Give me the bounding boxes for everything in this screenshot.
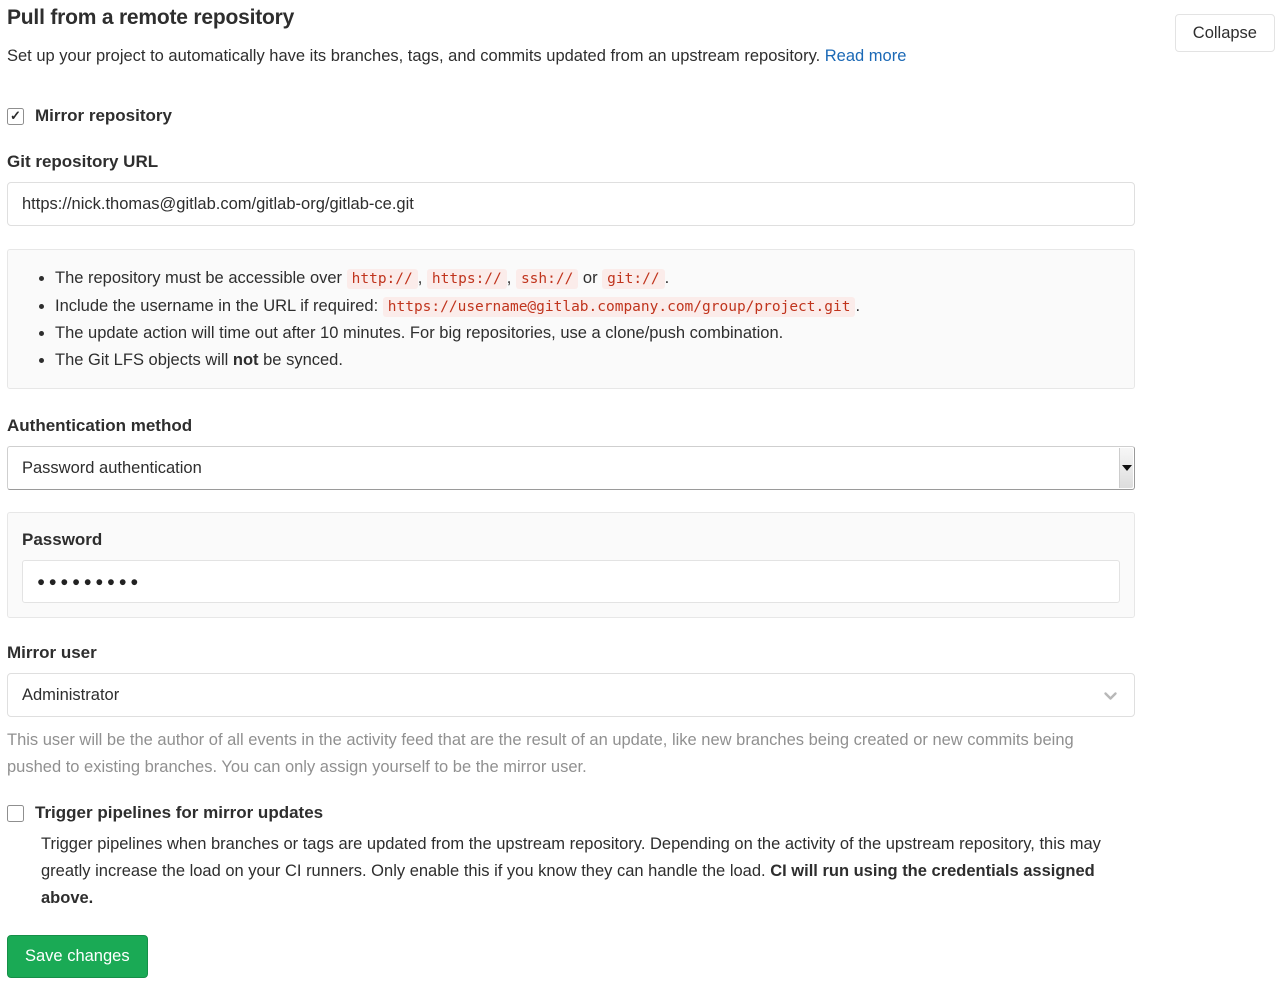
git-url-label: Git repository URL bbox=[7, 152, 159, 171]
section-description bbox=[7, 47, 1135, 66]
code-example-url: https://username@gitlab.company.com/group/project.git bbox=[383, 297, 856, 317]
code-https: https:// bbox=[427, 269, 507, 289]
note-lfs bbox=[55, 347, 1118, 374]
code-git: git:// bbox=[602, 269, 664, 289]
auth-method-label: Authentication method bbox=[7, 416, 193, 436]
select-arrow-icon[interactable] bbox=[1119, 448, 1133, 488]
note-text: Include the username in the URL if required: bbox=[55, 296, 383, 315]
note-text: be synced. bbox=[258, 350, 343, 369]
mirror-user-selected-value: Administrator bbox=[22, 685, 120, 704]
note-text: . bbox=[664, 269, 670, 287]
trigger-pipelines-checkbox[interactable] bbox=[7, 805, 24, 822]
note-username bbox=[55, 293, 1118, 321]
save-changes-button[interactable]: Save changes bbox=[7, 935, 148, 978]
note-text: , bbox=[506, 269, 516, 287]
git-url-group bbox=[7, 152, 1135, 226]
note-text: The repository must be accessible over bbox=[55, 269, 347, 287]
trigger-pipelines-group bbox=[7, 803, 1135, 912]
note-bold-not: not bbox=[232, 350, 259, 369]
mirror-user-group bbox=[7, 643, 1135, 780]
triangle-down-icon bbox=[1122, 465, 1132, 471]
trigger-pipelines-description bbox=[41, 831, 1119, 912]
mirror-user-label: Mirror user bbox=[7, 643, 97, 663]
trigger-desc-bold: CI will run using the credentials assigned above. bbox=[41, 862, 1095, 908]
git-url-input[interactable] bbox=[7, 182, 1135, 226]
mirror-repository-label: Mirror repository bbox=[35, 106, 172, 125]
note-text: or bbox=[578, 269, 603, 287]
read-more-link[interactable]: Read more bbox=[824, 47, 907, 65]
password-input[interactable] bbox=[22, 560, 1120, 603]
authentication-method-select[interactable] bbox=[7, 446, 1135, 490]
page-title: Pull from a remote repository bbox=[7, 6, 295, 29]
note-text: . bbox=[855, 296, 861, 315]
mirror-repository-row bbox=[7, 106, 1135, 126]
code-http: http:// bbox=[347, 269, 418, 289]
trigger-pipelines-label: Trigger pipelines for mirror updates bbox=[35, 803, 324, 823]
mirror-user-select[interactable] bbox=[7, 673, 1135, 717]
password-panel bbox=[7, 512, 1135, 618]
trigger-pipelines-row bbox=[7, 803, 1135, 823]
collapse-button[interactable]: Collapse bbox=[1175, 14, 1275, 52]
chevron-down-icon bbox=[1103, 689, 1118, 703]
trigger-desc-text: Trigger pipelines when branches or tags are updated from the upstream repository. Depending on the activity of the upstream repository, this may greatly increase the load on your CI runners. Only enable this if you know they can handle the load. bbox=[41, 835, 1101, 881]
note-protocols bbox=[55, 265, 1118, 293]
auth-method-group bbox=[7, 416, 1135, 490]
url-help-list bbox=[24, 265, 1118, 373]
code-ssh: ssh:// bbox=[516, 269, 578, 289]
settings-section bbox=[7, 6, 1135, 978]
note-text: , bbox=[417, 269, 427, 287]
note-timeout bbox=[55, 320, 1118, 347]
url-help-panel bbox=[7, 249, 1135, 389]
password-label: Password bbox=[22, 530, 103, 550]
mirror-user-help-text: This user will be the author of all events in the activity feed that are the result of an update, like new branches being created or new commits being pushed to existing branches. You can only assign yourself to be the mirror user. bbox=[7, 731, 1074, 776]
description-text: Set up your project to automatically have its branches, tags, and commits updated from an upstream repository. bbox=[7, 47, 825, 65]
auth-method-selected-value: Password authentication bbox=[22, 458, 202, 477]
note-text: The Git LFS objects will bbox=[55, 350, 233, 369]
note-text: The update action will time out after 10 minutes. For big repositories, use a clone/push combination. bbox=[55, 324, 784, 343]
mirror-repository-checkbox[interactable]: ✓ bbox=[7, 108, 24, 125]
